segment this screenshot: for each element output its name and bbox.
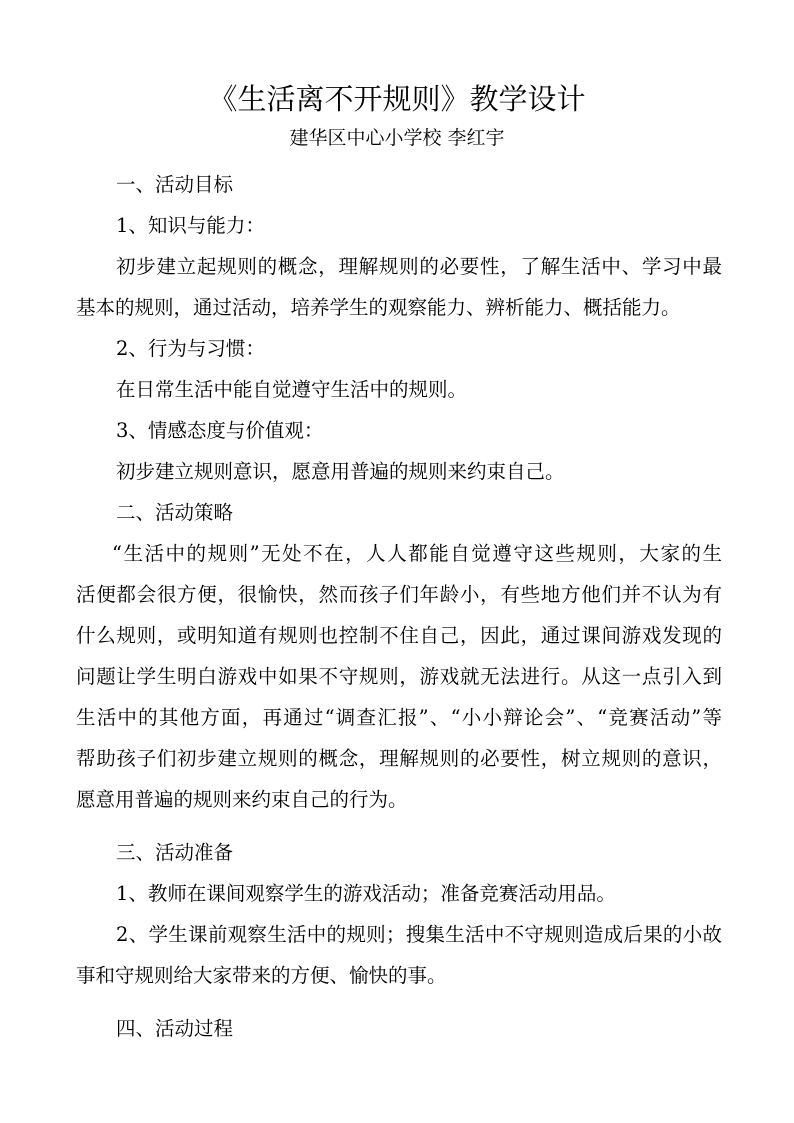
goal-knowledge-heading: 1、知识与能力： <box>116 214 265 237</box>
paragraph-line: 什么规则，或明知道有规则也控制不住自己，因此，通过课间游戏发现的 <box>76 624 722 647</box>
section-heading-goals: 一、活动目标 <box>116 173 234 196</box>
paragraph-line: 在日常生活中能自觉遵守生活中的规则。 <box>116 378 468 401</box>
goal-behavior-heading: 2、行为与习惯： <box>116 337 265 360</box>
paragraph-line: 事和守规则给大家带来的方便、愉快的事。 <box>76 964 447 987</box>
preparation-item: 2、学生课前观察生活中的规则；搜集生活中不守规则造成后果的小故 <box>116 923 722 946</box>
paragraph-line: “生活中的规则”无处不在，人人都能自觉遵守这些规则，大家的生 <box>112 542 722 565</box>
paragraph-line: 活便都会很方便，很愉快，然而孩子们年龄小，有些地方他们并不认为有 <box>76 583 722 606</box>
paragraph-line: 初步建立起规则的概念，理解规则的必要性，了解生活中、学习中最 <box>116 255 722 278</box>
paragraph-line: 生活中的其他方面，再通过“调查汇报”、“小小辩论会”、“竞赛活动”等 <box>76 706 722 729</box>
section-heading-process: 四、活动过程 <box>116 1017 234 1040</box>
document-body <box>76 164 722 1049</box>
paragraph-line: 帮助孩子们初步建立规则的概念，理解规则的必要性，树立规则的意识， <box>76 747 722 770</box>
document-title: 《生活离不开规则》教学设计 <box>208 82 586 116</box>
section-heading-strategy: 二、活动策略 <box>116 501 234 524</box>
paragraph-line: 愿意用普遍的规则来约束自己的行为。 <box>76 788 408 811</box>
document-subtitle: 建华区中心小学校 李红宇 <box>289 127 505 149</box>
paragraph-line: 基本的规则，通过活动，培养学生的观察能力、辨析能力、概括能力。 <box>76 296 681 319</box>
goal-values-heading: 3、情感态度与价值观： <box>116 419 324 442</box>
section-heading-preparation: 三、活动准备 <box>116 841 234 864</box>
preparation-item: 1、教师在课间观察学生的游戏活动；准备竞赛活动用品。 <box>116 882 616 905</box>
paragraph-line: 初步建立规则意识，愿意用普遍的规则来约束自己。 <box>116 460 565 483</box>
paragraph-line: 问题让学生明白游戏中如果不守规则，游戏就无法进行。从这一点引入到 <box>76 665 722 688</box>
